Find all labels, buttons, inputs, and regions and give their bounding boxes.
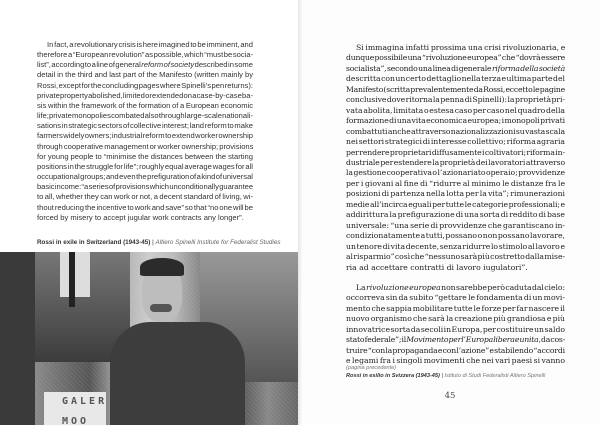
text-line: per i giovani al fine di “ridurre al minimo le distanze fra le: [346, 178, 565, 188]
text-line: list”, according to a line of general reform of society described in some: [37, 60, 253, 70]
caption-note: (pagina precedente): [346, 365, 397, 371]
text-line: socialista”, secondo una linea di generale riforma della società: [346, 63, 565, 73]
book-gutter: [298, 0, 302, 425]
text-line: Manifesto (scritta prevalentemente da Rossi, eccetto le pagine: [346, 84, 565, 94]
text-line: Si immagina infatti prossima una crisi rivoluzionaria, e: [356, 43, 566, 52]
right-body-text: [346, 43, 565, 367]
caption-separator: |: [152, 239, 154, 246]
text-line: life; private monopolies combated also through large-scale nationali-: [37, 111, 253, 121]
photo-caption-english: [37, 239, 280, 246]
text-line: sations in strategic sectors of collective interest; land reform to make: [37, 121, 253, 131]
text-line: descritta con un certo dettaglio nella terza e ultima parte del: [346, 74, 565, 84]
text-line: medie all’incirca eguali per tutte le categorie professionali; e: [346, 199, 565, 209]
text-line: innovatrice sorta da secoli in Europa, per costituire un saldo: [346, 324, 565, 334]
left-body-text: [37, 40, 253, 223]
photo-sign: [62, 395, 107, 425]
text-line: e legami fra i singoli movimenti che nei vari paesi si vanno: [346, 356, 565, 366]
photo-caption-italian: [346, 364, 545, 380]
text-line: conclusive dove ritorna la penna di Spinelli): la proprietà pri-: [346, 95, 565, 105]
text-line: combattuti anche attraverso nazionalizzazioni su vasta scala: [346, 126, 565, 136]
text-line: occorreva sin da subito “gettare le fondamenta di un movi-: [346, 293, 565, 303]
text-line: mento che sappia mobilitare tutte le forze per far nascere il: [346, 303, 565, 313]
text-line: stato federale”; il Movimento per l’Europa libera e unita, da cos-: [346, 335, 566, 345]
man-coat: [110, 322, 245, 425]
sign-text-line: MOO: [62, 416, 90, 425]
text-line: positions in the struggle for life”; roughly equal average wages for all: [37, 161, 253, 171]
caption-source: Altiero Spinelli Institute for Federalist Studies: [155, 239, 281, 246]
paragraph-2: [346, 283, 565, 367]
paragraph-1: [346, 43, 565, 273]
text-line: through cooperative management or worker ownership; provisions: [37, 141, 254, 151]
text-line: al risparmio” così che “nessuno sarà più costretto dalla mise-: [346, 252, 565, 262]
caption-title: Rossi in exile in Switzerland (1943-45): [37, 239, 151, 246]
text-line: thout reducing the incentive to work and save” so that “no one will be: [37, 202, 253, 212]
text-line: nei settori strategici di interesse collettivo; riforma agraria: [346, 137, 565, 147]
text-line: farmers widely owners; industrial reform to extend worker ownership: [37, 131, 253, 141]
text-line: la gestione cooperativa o l’azionariato operaio; provvidenze: [346, 168, 565, 178]
text-line: basic income: “a series of provisions which unconditionally guarantee: [37, 182, 253, 192]
text-line: addirittura la prefigurazione di una sorta di reddito di base: [346, 210, 565, 220]
text-line: un tenore di vita decente, senza ridurre lo stimolo al lavoro e: [346, 241, 565, 251]
text-line: therefore a “European revolution” as possible, which “must be socia-: [37, 50, 254, 60]
caption-source: Istituto di Studi Federalisti Altiero Spinelli: [444, 373, 546, 379]
text-line: posizioni di partenza nella lotta per la vita”; rimunerazioni: [346, 189, 565, 199]
text-line: dustriale per estendere la proprietà dei lavoratori attraverso: [346, 157, 565, 167]
text-line: condizionatamente a tutti, possano o non possano lavorare,: [346, 231, 565, 241]
text-line: ria ad accettare contratti di lavoro iugulatori”.: [346, 262, 528, 272]
text-line: detail in the third and last part of the Manifesto (written mainly by: [37, 70, 253, 80]
text-line: universale: “una serie di provvidenze che garantiscano in-: [346, 220, 565, 230]
text-line: Rossi, except for the concluding pages where Spinelli’s pen returns):: [37, 80, 253, 90]
text-line: occupational groups; and even the prefiguration of a kind of universal: [37, 172, 253, 182]
text-line: nuovo organismo che sarà la creazione più grandiosa e più: [346, 314, 565, 324]
text-line: per rendere proprietari diffusamente i coltivatori; riforma in-: [346, 147, 565, 157]
caption-separator: |: [441, 373, 443, 379]
sign-text-line: GALER: [62, 396, 108, 407]
page-number: 45: [444, 391, 456, 401]
text-line: private property abolished, limited or extended on a case-by-case ba-: [37, 90, 253, 100]
text-line: to all, whether they can work or not, a decent standard of living, wi-: [37, 192, 253, 202]
text-line: truire “con la propaganda e con l’azione” e stabilendo “accordi: [346, 345, 565, 355]
text-line: forced by misery to accept jugular work contracts any longer”.: [37, 212, 244, 222]
text-line: sis within the framework of the formation of a European economic: [37, 100, 253, 110]
text-line: for young people to “minimise the distances between the starting: [37, 151, 253, 161]
caption-title: Rossi in esilio in Svizzera (1943-45): [346, 373, 440, 379]
text-line: dunque possibile una “rivoluzione europea” che “dovrà essere: [346, 53, 565, 63]
text-line: La rivoluzione europea non sarebbe però caduta dal cielo:: [356, 282, 565, 292]
text-line: formazione di una vita economica europea; i monopoli privati: [346, 116, 565, 126]
text-line: vata abolita, limitata o estesa caso per caso nel quadro della: [346, 105, 565, 115]
photo-rossi-in-exile: [0, 252, 298, 425]
text-line: In fact, a revolutionary crisis is here imagined to be imminent, and: [47, 40, 253, 49]
